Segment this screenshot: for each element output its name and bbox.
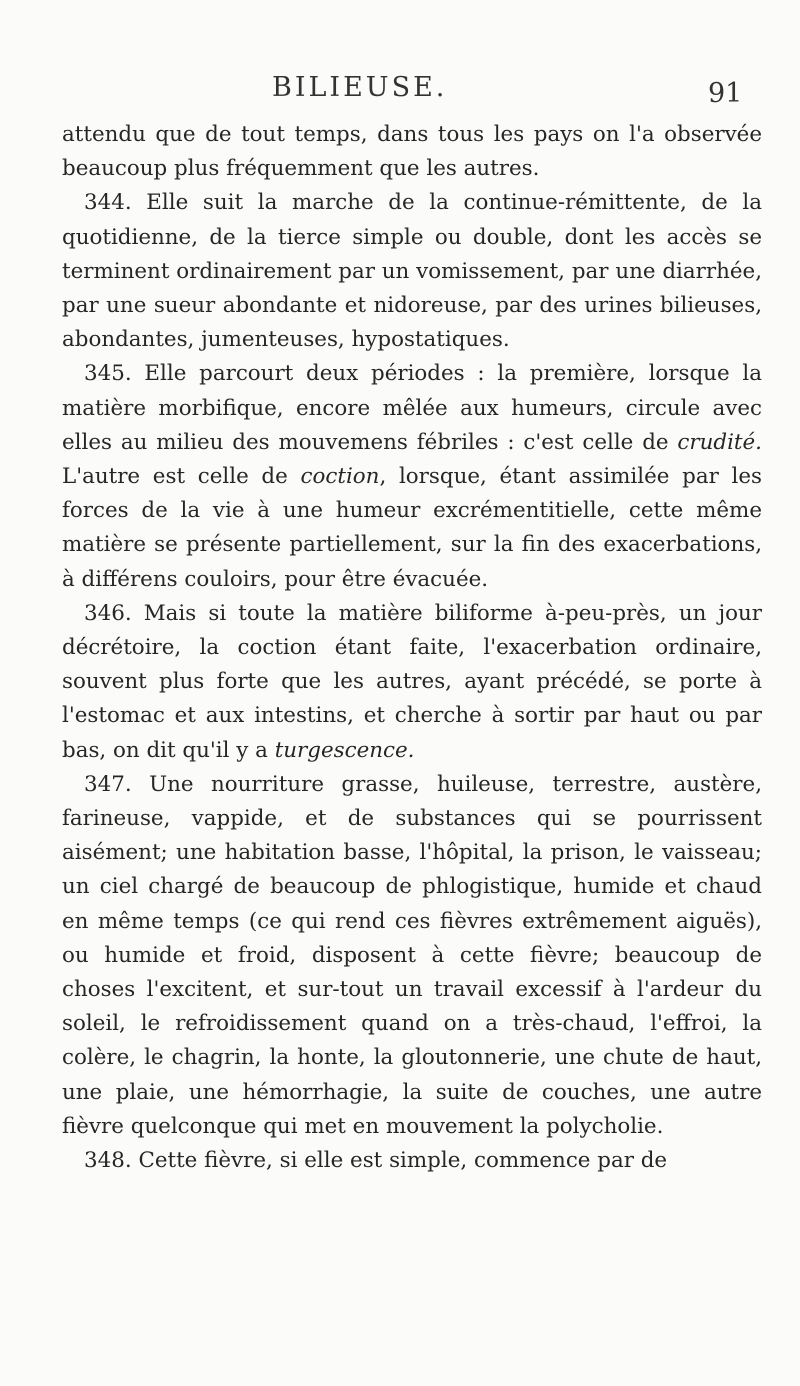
paragraph-continuation bbox=[62, 118, 762, 186]
body-text bbox=[62, 118, 762, 1178]
paragraph-346 bbox=[62, 597, 762, 768]
paragraph-number: 346. bbox=[84, 600, 132, 626]
paragraph-text: Mais si toute la matière biliforme à-peu-près, un jour décrétoire, la coction étant faite, l'exacerbation ordinaire, souvent plus forte que les autres, ayant précédé, se porte à l'estomac et aux intestins, et cherche à sortir par haut ou par bas, on dit qu'il y a bbox=[62, 600, 762, 763]
page-number: 91 bbox=[708, 78, 743, 109]
italic-term-coction: coction bbox=[300, 464, 380, 490]
paragraph-348 bbox=[62, 1144, 762, 1178]
paragraph-number: 347. bbox=[84, 771, 132, 797]
italic-term-turgescence: turgescence. bbox=[274, 737, 415, 763]
paragraph-text: , lorsque, étant assimilée par les forces de la vie à une humeur excrémentitielle, cette même matière se présente partiellement, sur la fin des exacerbations, à différens couloirs, pour être évacuée. bbox=[62, 464, 763, 592]
paragraph-number: 344. bbox=[84, 190, 132, 216]
italic-term-crudite: crudité. bbox=[677, 429, 762, 455]
paragraph-number: 348. bbox=[84, 1148, 132, 1174]
paragraph-345 bbox=[62, 357, 762, 596]
paragraph-text: attendu que de tout temps, dans tous les pays on l'a observée beaucoup plus fréquemment que les autres. bbox=[62, 122, 762, 182]
paragraph-347 bbox=[62, 768, 762, 1144]
paragraph-344 bbox=[62, 186, 762, 357]
paragraph-text: L'autre est celle de bbox=[62, 464, 288, 490]
paragraph-text: Elle parcourt deux périodes : la première, lorsque la matière morbifique, encore mêlée aux humeurs, circule avec elles au milieu des mouvemens fébriles : c'est celle de bbox=[62, 361, 762, 455]
paragraph-number: 345. bbox=[84, 361, 132, 387]
page-header bbox=[0, 72, 800, 112]
paragraph-text: Cette fièvre, si elle est simple, commence par de bbox=[138, 1148, 668, 1174]
running-head: BILIEUSE. bbox=[272, 72, 448, 103]
paragraph-text: Elle suit la marche de la continue-rémittente, de la quotidienne, de la tierce simple ou double, dont les accès se terminent ordinairement par un vomissement, par une diarrhée, par une sueur abondante et nidoreuse, par des urines bilieuses, abondantes, jumenteuses, hypostatiques. bbox=[62, 190, 762, 353]
paragraph-text: Une nourriture grasse, huileuse, terrestre, austère, farineuse, vappide, et de substances qui se pourrissent aisément; une habitation basse, l'hôpital, la prison, le vaisseau; un ciel chargé de beaucoup de phlogistique, humide et chaud en même temps (ce qui rend ces fièvres extrêmement aiguës), ou humide et froid, disposent à cette fièvre; beaucoup de choses l'excitent, et sur-tout un travail excessif à l'ardeur du soleil, le refroidissement quand on a très-chaud, l'effroi, la colère, le chagrin, la honte, la gloutonnerie, une chute de haut, une plaie, une hémorrhagie, la suite de couches, une autre fièvre quelconque qui met en mouvement la polycholie. bbox=[62, 771, 762, 1139]
